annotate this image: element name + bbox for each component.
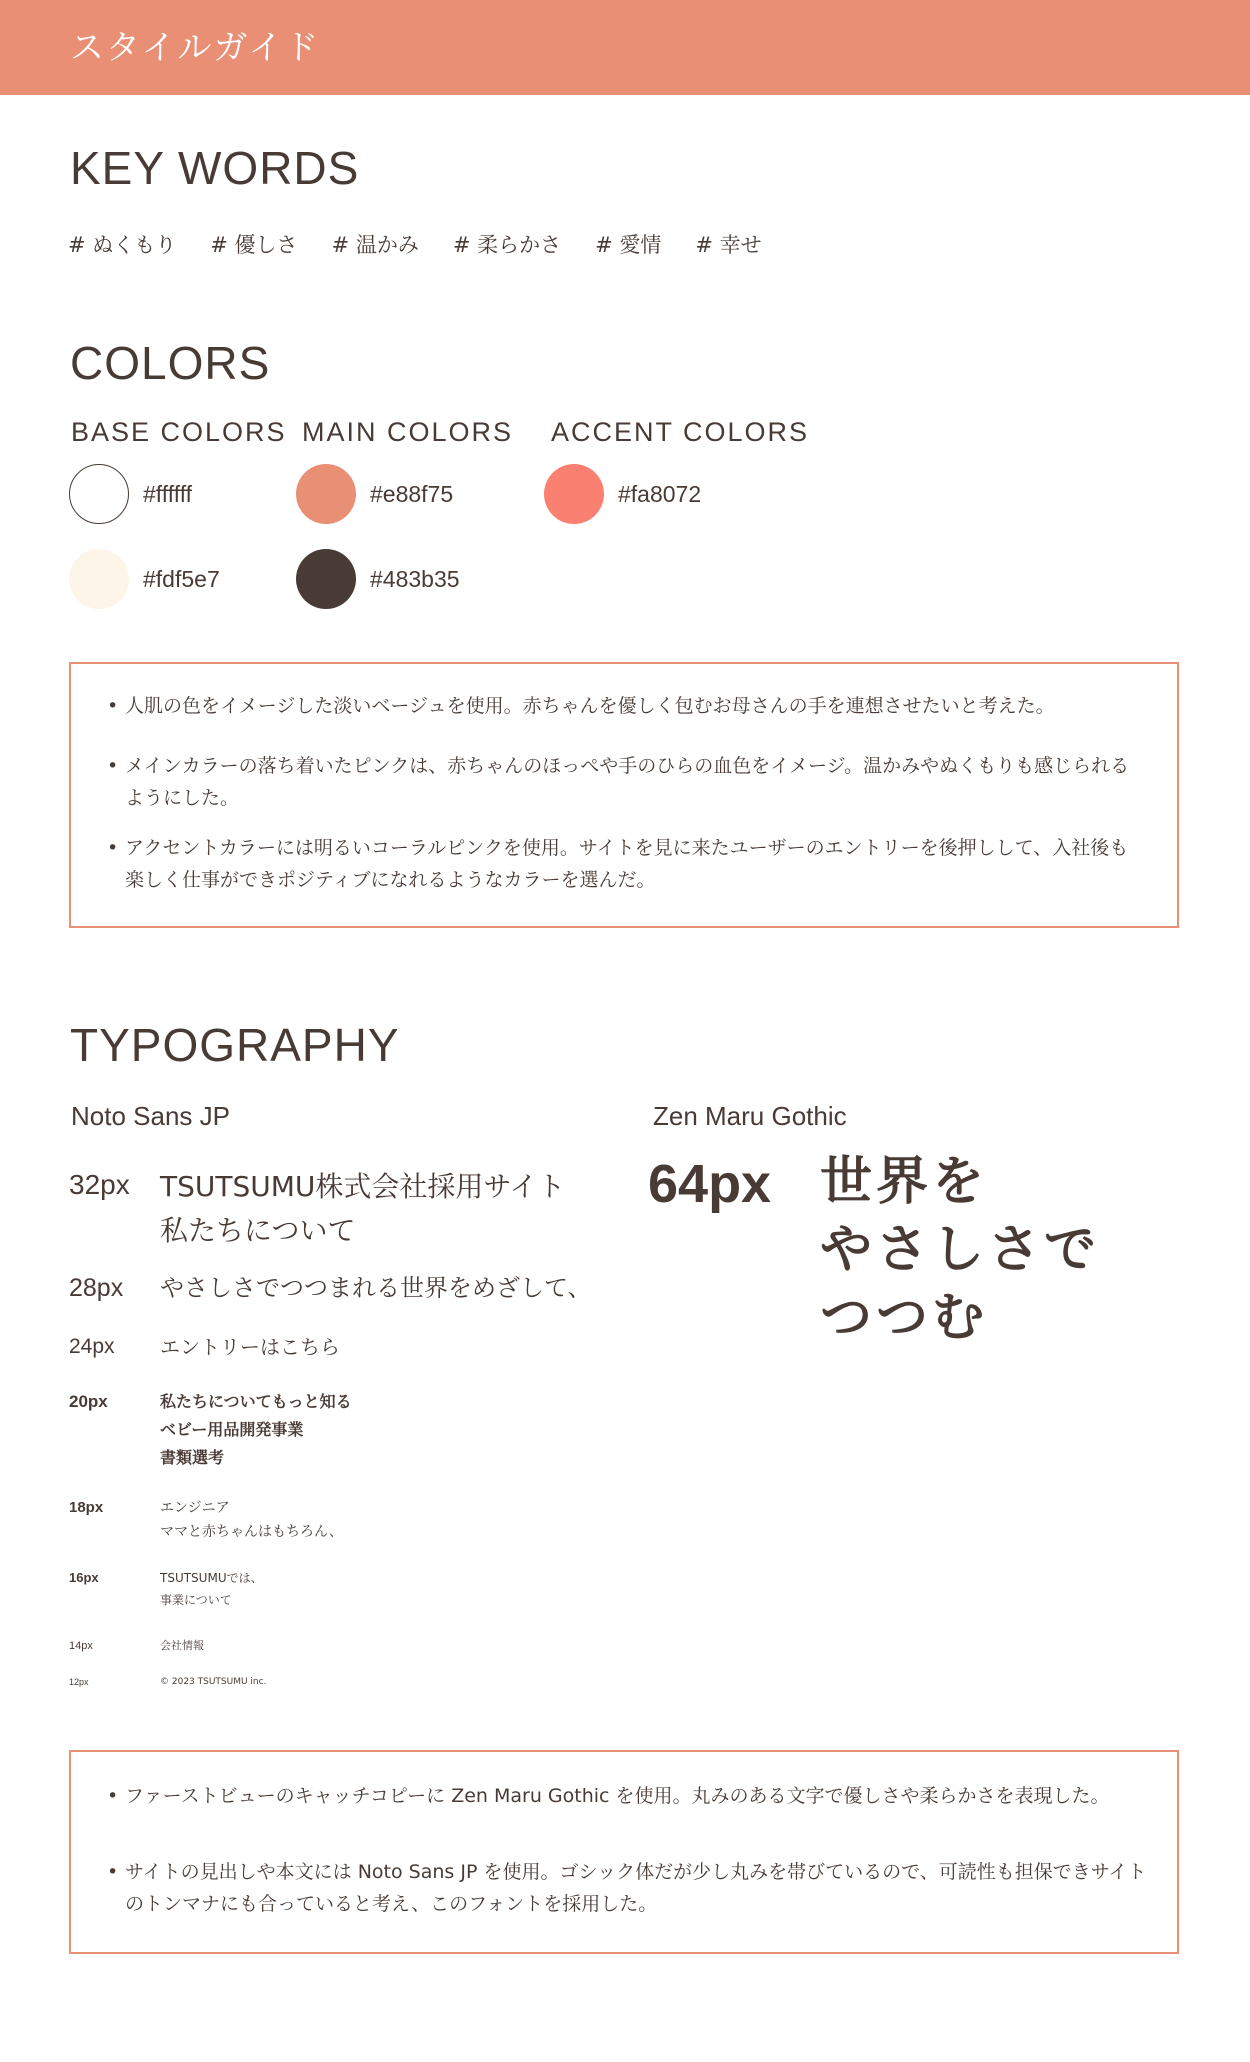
keyword-tag: # ぬくもり — [68, 233, 177, 257]
keywords-heading: KEY WORDS — [70, 142, 360, 194]
font-size-label: 16px — [69, 1570, 99, 1585]
keyword-tag: # 温かみ — [331, 233, 419, 257]
font-sample-line: ベビー用品開発事業 — [160, 1420, 304, 1439]
zen-sample-line: やさしさで — [820, 1220, 1101, 1280]
color-hex-beige: #fdf5e7 — [143, 566, 220, 592]
font-sample-line: やさしさでつつまれる世界をめざして、 — [160, 1274, 592, 1302]
font-size-label: 24px — [69, 1335, 115, 1358]
font-size-label: 14px — [69, 1640, 93, 1652]
colors-heading: COLORS — [70, 337, 271, 389]
font-sample-line: エントリーはこちら — [160, 1335, 340, 1359]
font-size-label: 20px — [69, 1392, 108, 1411]
color-swatch-brown — [296, 549, 356, 609]
font-name-zen: Zen Maru Gothic — [653, 1101, 847, 1131]
font-sample-line: 会社情報 — [160, 1639, 204, 1652]
zen-sample-line: 世界を — [820, 1152, 989, 1212]
zen-catchcopy-sample — [820, 1148, 1100, 1352]
colors-note: • メインカラーの落ち着いたピンクは、赤ちゃんのほっぺや手のひらの血色をイメージ。温かみやぬくもりも感じられるようにした。 — [107, 750, 1147, 814]
font-sample-line: 私たちについてもっと知る — [160, 1392, 352, 1411]
font-size-label: 12px — [69, 1677, 89, 1687]
zen-size-label: 64px — [648, 1154, 772, 1214]
font-sample-24 — [160, 1331, 340, 1363]
color-swatch-white — [69, 464, 129, 524]
color-hex-coral: #fa8072 — [618, 481, 702, 507]
font-size-label: 32px — [69, 1169, 130, 1200]
keyword-tag: # 愛情 — [595, 233, 662, 257]
font-sample-20 — [160, 1388, 352, 1472]
font-sample-16 — [160, 1567, 263, 1611]
font-size-label: 28px — [69, 1274, 124, 1302]
accent-colors-label: ACCENT COLORS — [551, 417, 810, 447]
color-swatch-pink — [296, 464, 356, 524]
typography-note: • ファーストビューのキャッチコピーに Zen Maru Gothic を使用。丸みのある文字で優しさや柔らかさを表現した。 — [107, 1780, 1147, 1812]
font-sample-12 — [160, 1675, 266, 1689]
font-sample-32 — [160, 1165, 565, 1253]
keyword-tag: # 幸せ — [695, 233, 762, 257]
font-sample-line: 私たちについて — [160, 1214, 356, 1247]
color-swatch-coral — [544, 464, 604, 524]
colors-note: • 人肌の色をイメージした淡いベージュを使用。赤ちゃんを優しく包むお母さんの手を連想させたいと考えた。 — [107, 690, 1147, 722]
colors-note: • アクセントカラーには明るいコーラルピンクを使用。サイトを見に来たユーザーのエントリーを後押しして、入社後も楽しく仕事ができポジティブになれるようなカラーを選んだ。 — [107, 832, 1147, 896]
font-name-noto: Noto Sans JP — [71, 1101, 230, 1131]
font-sample-line: 書類選考 — [160, 1448, 225, 1467]
font-sample-line: © 2023 TSUTSUMU inc. — [160, 1677, 267, 1687]
font-size-label: 18px — [69, 1499, 104, 1516]
typography-heading: TYPOGRAPHY — [70, 1019, 400, 1071]
font-sample-line: TSUTSUMU株式会社採用サイト — [160, 1170, 566, 1203]
page-header — [0, 0, 1250, 95]
typography-notes-box — [69, 1750, 1179, 1954]
color-hex-white: #ffffff — [143, 481, 193, 507]
font-sample-line: 事業について — [160, 1593, 232, 1607]
color-swatch-beige — [69, 549, 129, 609]
font-sample-28 — [160, 1270, 592, 1306]
typography-note: • サイトの見出しや本文には Noto Sans JP を使用。ゴシック体だが少し丸みを帯びているので、可読性も担保できサイトのトンマナにも合っていると考え、このフォントを採用した。 — [107, 1856, 1147, 1920]
main-colors-label: MAIN COLORS — [302, 417, 514, 447]
keyword-tag: # 柔らかさ — [452, 233, 562, 257]
font-sample-14 — [160, 1637, 204, 1655]
keyword-tag: # 優しさ — [210, 233, 298, 257]
colors-notes-box — [69, 662, 1179, 928]
color-hex-brown: #483b35 — [370, 566, 460, 592]
font-sample-line: ママと赤ちゃんはもちろん、 — [160, 1524, 343, 1540]
font-sample-line: TSUTSUMUでは、 — [160, 1571, 263, 1585]
keyword-list — [68, 230, 762, 260]
font-sample-line: エンジニア — [160, 1500, 230, 1516]
base-colors-label: BASE COLORS — [71, 417, 287, 447]
zen-sample-line: つつむ — [820, 1288, 989, 1348]
font-sample-18 — [160, 1496, 343, 1544]
color-hex-pink: #e88f75 — [370, 481, 454, 507]
page-title: スタイルガイド — [70, 28, 321, 68]
